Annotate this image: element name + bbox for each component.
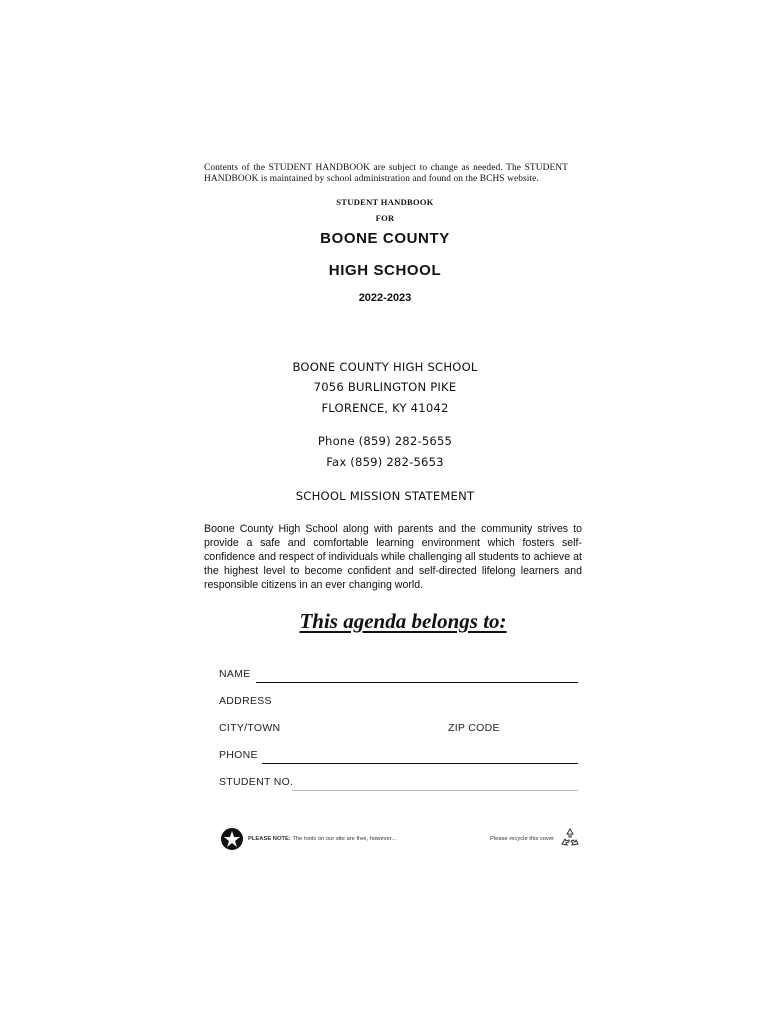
title-student-handbook: STUDENT HANDBOOK xyxy=(336,197,434,207)
name-label: NAME xyxy=(219,668,251,680)
city-label: CITY/TOWN xyxy=(219,722,281,734)
mission-text: Boone County High School along with parents and the community strives to provide a safe and comfortable learning environment which fosters self-confidence and respect of individuals while challenging all students to achieve at the highest level to become confident and self-directed lifelong learners and responsible citizens in an ever changing world. xyxy=(204,523,582,591)
phone-number: Phone (859) 282-5655 xyxy=(317,434,453,448)
shield-badge-icon xyxy=(221,828,243,850)
phone-label: PHONE xyxy=(219,749,258,761)
agenda-heading-text: This agenda belongs to: xyxy=(299,609,507,633)
agenda-heading xyxy=(0,609,770,634)
address-label: ADDRESS xyxy=(219,695,272,707)
footer-note-text: The tools on our site are free, however... xyxy=(292,836,397,842)
school-year: 2022-2023 xyxy=(358,292,412,304)
title-for: FOR xyxy=(375,213,395,223)
title-school-line2: HIGH SCHOOL xyxy=(328,262,442,279)
recycle-text: Please recycle this cover xyxy=(490,836,555,842)
footer-note-label: PLEASE NOTE: xyxy=(248,836,291,842)
zip-label: ZIP CODE xyxy=(448,722,500,734)
star-icon xyxy=(221,828,243,850)
address-city: FLORENCE, KY 41042 xyxy=(321,401,449,415)
mission-heading: SCHOOL MISSION STATEMENT xyxy=(295,489,475,503)
student-no-field-line[interactable] xyxy=(292,790,578,791)
fax-number: Fax (859) 282-5653 xyxy=(326,455,444,469)
address-school-name: BOONE COUNTY HIGH SCHOOL xyxy=(292,360,478,374)
phone-field-line[interactable] xyxy=(262,763,578,764)
address-street: 7056 BURLINGTON PIKE xyxy=(313,380,457,394)
title-school-line1: BOONE COUNTY xyxy=(320,230,450,247)
footer-note xyxy=(248,836,483,842)
recycle-icon xyxy=(558,826,582,855)
name-field-line[interactable] xyxy=(256,682,578,683)
student-no-label: STUDENT NO. xyxy=(219,776,294,788)
disclaimer-text: Contents of the STUDENT HANDBOOK are subject to change as needed. The STUDENT HANDBOOK is maintained by school administration and found on the BCHS website. xyxy=(204,163,568,184)
